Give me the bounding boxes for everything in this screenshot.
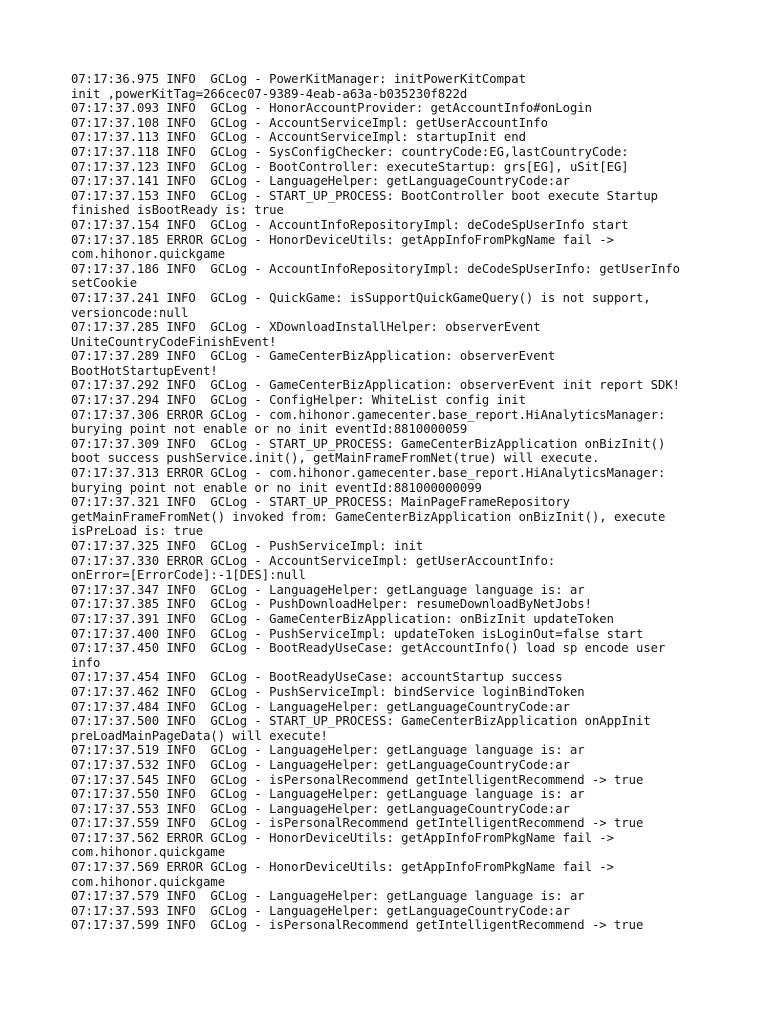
log-line: burying point not enable or no init eventId:8810000059 [71,422,468,437]
log-line: 07:17:37.093 INFO GCLog - HonorAccountProvider: getAccountInfo#onLogin [71,101,592,116]
log-line: 07:17:37.118 INFO GCLog - SysConfigChecker: countryCode:EG,lastCountryCode: [71,144,629,159]
log-line: 07:17:37.123 INFO GCLog - BootController: executeStartup: grs[EG], uSit[EG] [71,159,629,174]
log-line: com.hihonor.quickgame [71,845,226,860]
log-line: 07:17:37.562 ERROR GCLog - HonorDeviceUtils: getAppInfoFromPkgName fail -> [71,830,614,845]
log-line: setCookie [71,276,138,291]
log-line: 07:17:37.186 INFO GCLog - AccountInfoRepositoryImpl: deCodeSpUserInfo: getUserInfo [71,261,681,276]
log-line: info [71,655,101,670]
log-line: 07:17:37.454 INFO GCLog - BootReadyUseCase: accountStartup success [71,670,563,685]
log-text-block [71,72,731,933]
log-line: 07:17:36.975 INFO GCLog - PowerKitManager: initPowerKitCompat [71,72,526,86]
log-line: 07:17:37.154 INFO GCLog - AccountInfoRepositoryImpl: deCodeSpUserInfo start [71,217,629,232]
log-line: 07:17:37.484 INFO GCLog - LanguageHelper: getLanguageCountryCode:ar [71,699,570,714]
log-line: init ,powerKitTag=266cec07-9389-4eab-a63a-b035230f822d [71,86,468,101]
log-line: 07:17:37.569 ERROR GCLog - HonorDeviceUtils: getAppInfoFromPkgName fail -> [71,860,614,875]
log-line: 07:17:37.347 INFO GCLog - LanguageHelper: getLanguage language is: ar [71,582,585,597]
log-line: 07:17:37.593 INFO GCLog - LanguageHelper: getLanguageCountryCode:ar [71,903,570,918]
log-line: 07:17:37.559 INFO GCLog - isPersonalRecommend getIntelligentRecommend -> true [71,816,644,831]
log-line: 07:17:37.450 INFO GCLog - BootReadyUseCase: getAccountInfo() load sp encode user [71,641,666,656]
log-line: 07:17:37.400 INFO GCLog - PushServiceImpl: updateToken isLoginOut=false start [71,626,644,641]
log-line: 07:17:37.309 INFO GCLog - START_UP_PROCESS: GameCenterBizApplication onBizInit() [71,436,666,451]
log-line: 07:17:37.599 INFO GCLog - isPersonalRecommend getIntelligentRecommend -> true [71,918,644,933]
log-line: 07:17:37.141 INFO GCLog - LanguageHelper: getLanguageCountryCode:ar [71,174,570,189]
log-line: 07:17:37.391 INFO GCLog - GameCenterBizApplication: onBizInit updateToken [71,611,614,626]
log-line: getMainFrameFromNet() invoked from: GameCenterBizApplication onBizInit(), execute [71,509,666,524]
log-line: 07:17:37.532 INFO GCLog - LanguageHelper: getLanguageCountryCode:ar [71,757,570,772]
log-line: 07:17:37.579 INFO GCLog - LanguageHelper: getLanguage language is: ar [71,889,585,904]
log-line: 07:17:37.462 INFO GCLog - PushServiceImpl: bindService loginBindToken [71,684,585,699]
log-line: finished isBootReady is: true [71,203,284,218]
log-line: 07:17:37.153 INFO GCLog - START_UP_PROCESS: BootController boot execute Startup [71,188,658,203]
log-line: 07:17:37.325 INFO GCLog - PushServiceImpl: init [71,539,424,553]
log-line: 07:17:37.545 INFO GCLog - isPersonalRecommend getIntelligentRecommend -> true [71,772,644,787]
log-line: com.hihonor.quickgame [71,874,226,889]
log-line: preLoadMainPageData() will execute! [71,728,328,743]
log-line: UniteCountryCodeFinishEvent! [71,334,277,349]
log-line: BootHotStartupEvent! [71,363,218,378]
log-line: com.hihonor.quickgame [71,247,226,262]
log-line: 07:17:37.108 INFO GCLog - AccountServiceImpl: getUserAccountInfo [71,115,548,130]
log-line: 07:17:37.285 INFO GCLog - XDownloadInstallHelper: observerEvent [71,320,541,335]
log-line: 07:17:37.519 INFO GCLog - LanguageHelper: getLanguage language is: ar [71,743,585,758]
log-line: burying point not enable or no init eventId:881000000099 [71,480,482,495]
log-line: 07:17:37.241 INFO GCLog - QuickGame: isSupportQuickGameQuery() is not support, [71,290,651,305]
log-line: 07:17:37.385 INFO GCLog - PushDownloadHelper: resumeDownloadByNetJobs! [71,597,592,612]
log-line: 07:17:37.313 ERROR GCLog - com.hihonor.gamecenter.base_report.HiAnalyticsManager: [71,466,666,481]
log-line: 07:17:37.500 INFO GCLog - START_UP_PROCESS: GameCenterBizApplication onAppInit [71,714,651,729]
log-line: 07:17:37.550 INFO GCLog - LanguageHelper: getLanguage language is: ar [71,787,585,802]
log-line: 07:17:37.292 INFO GCLog - GameCenterBizApplication: observerEvent init report SDK! [71,378,681,393]
log-line: 07:17:37.185 ERROR GCLog - HonorDeviceUtils: getAppInfoFromPkgName fail -> [71,232,614,247]
log-line: 07:17:37.330 ERROR GCLog - AccountServiceImpl: getUserAccountInfo: [71,553,556,568]
log-line: 07:17:37.553 INFO GCLog - LanguageHelper: getLanguageCountryCode:ar [71,801,570,816]
log-line: boot success pushService.init(), getMainFrameFromNet(true) will execute. [71,451,600,466]
log-line: 07:17:37.321 INFO GCLog - START_UP_PROCESS: MainPageFrameRepository [71,495,570,510]
log-line: 07:17:37.294 INFO GCLog - ConfigHelper: WhiteList config init [71,393,526,408]
log-line: versioncode:null [71,305,189,320]
log-line: 07:17:37.113 INFO GCLog - AccountServiceImpl: startupInit end [71,130,526,145]
log-line: isPreLoad is: true [71,524,204,539]
log-line: 07:17:37.289 INFO GCLog - GameCenterBizApplication: observerEvent [71,349,556,364]
log-line: onError=[ErrorCode]:-1[DES]:null [71,568,306,583]
log-line: 07:17:37.306 ERROR GCLog - com.hihonor.gamecenter.base_report.HiAnalyticsManager: [71,407,666,422]
